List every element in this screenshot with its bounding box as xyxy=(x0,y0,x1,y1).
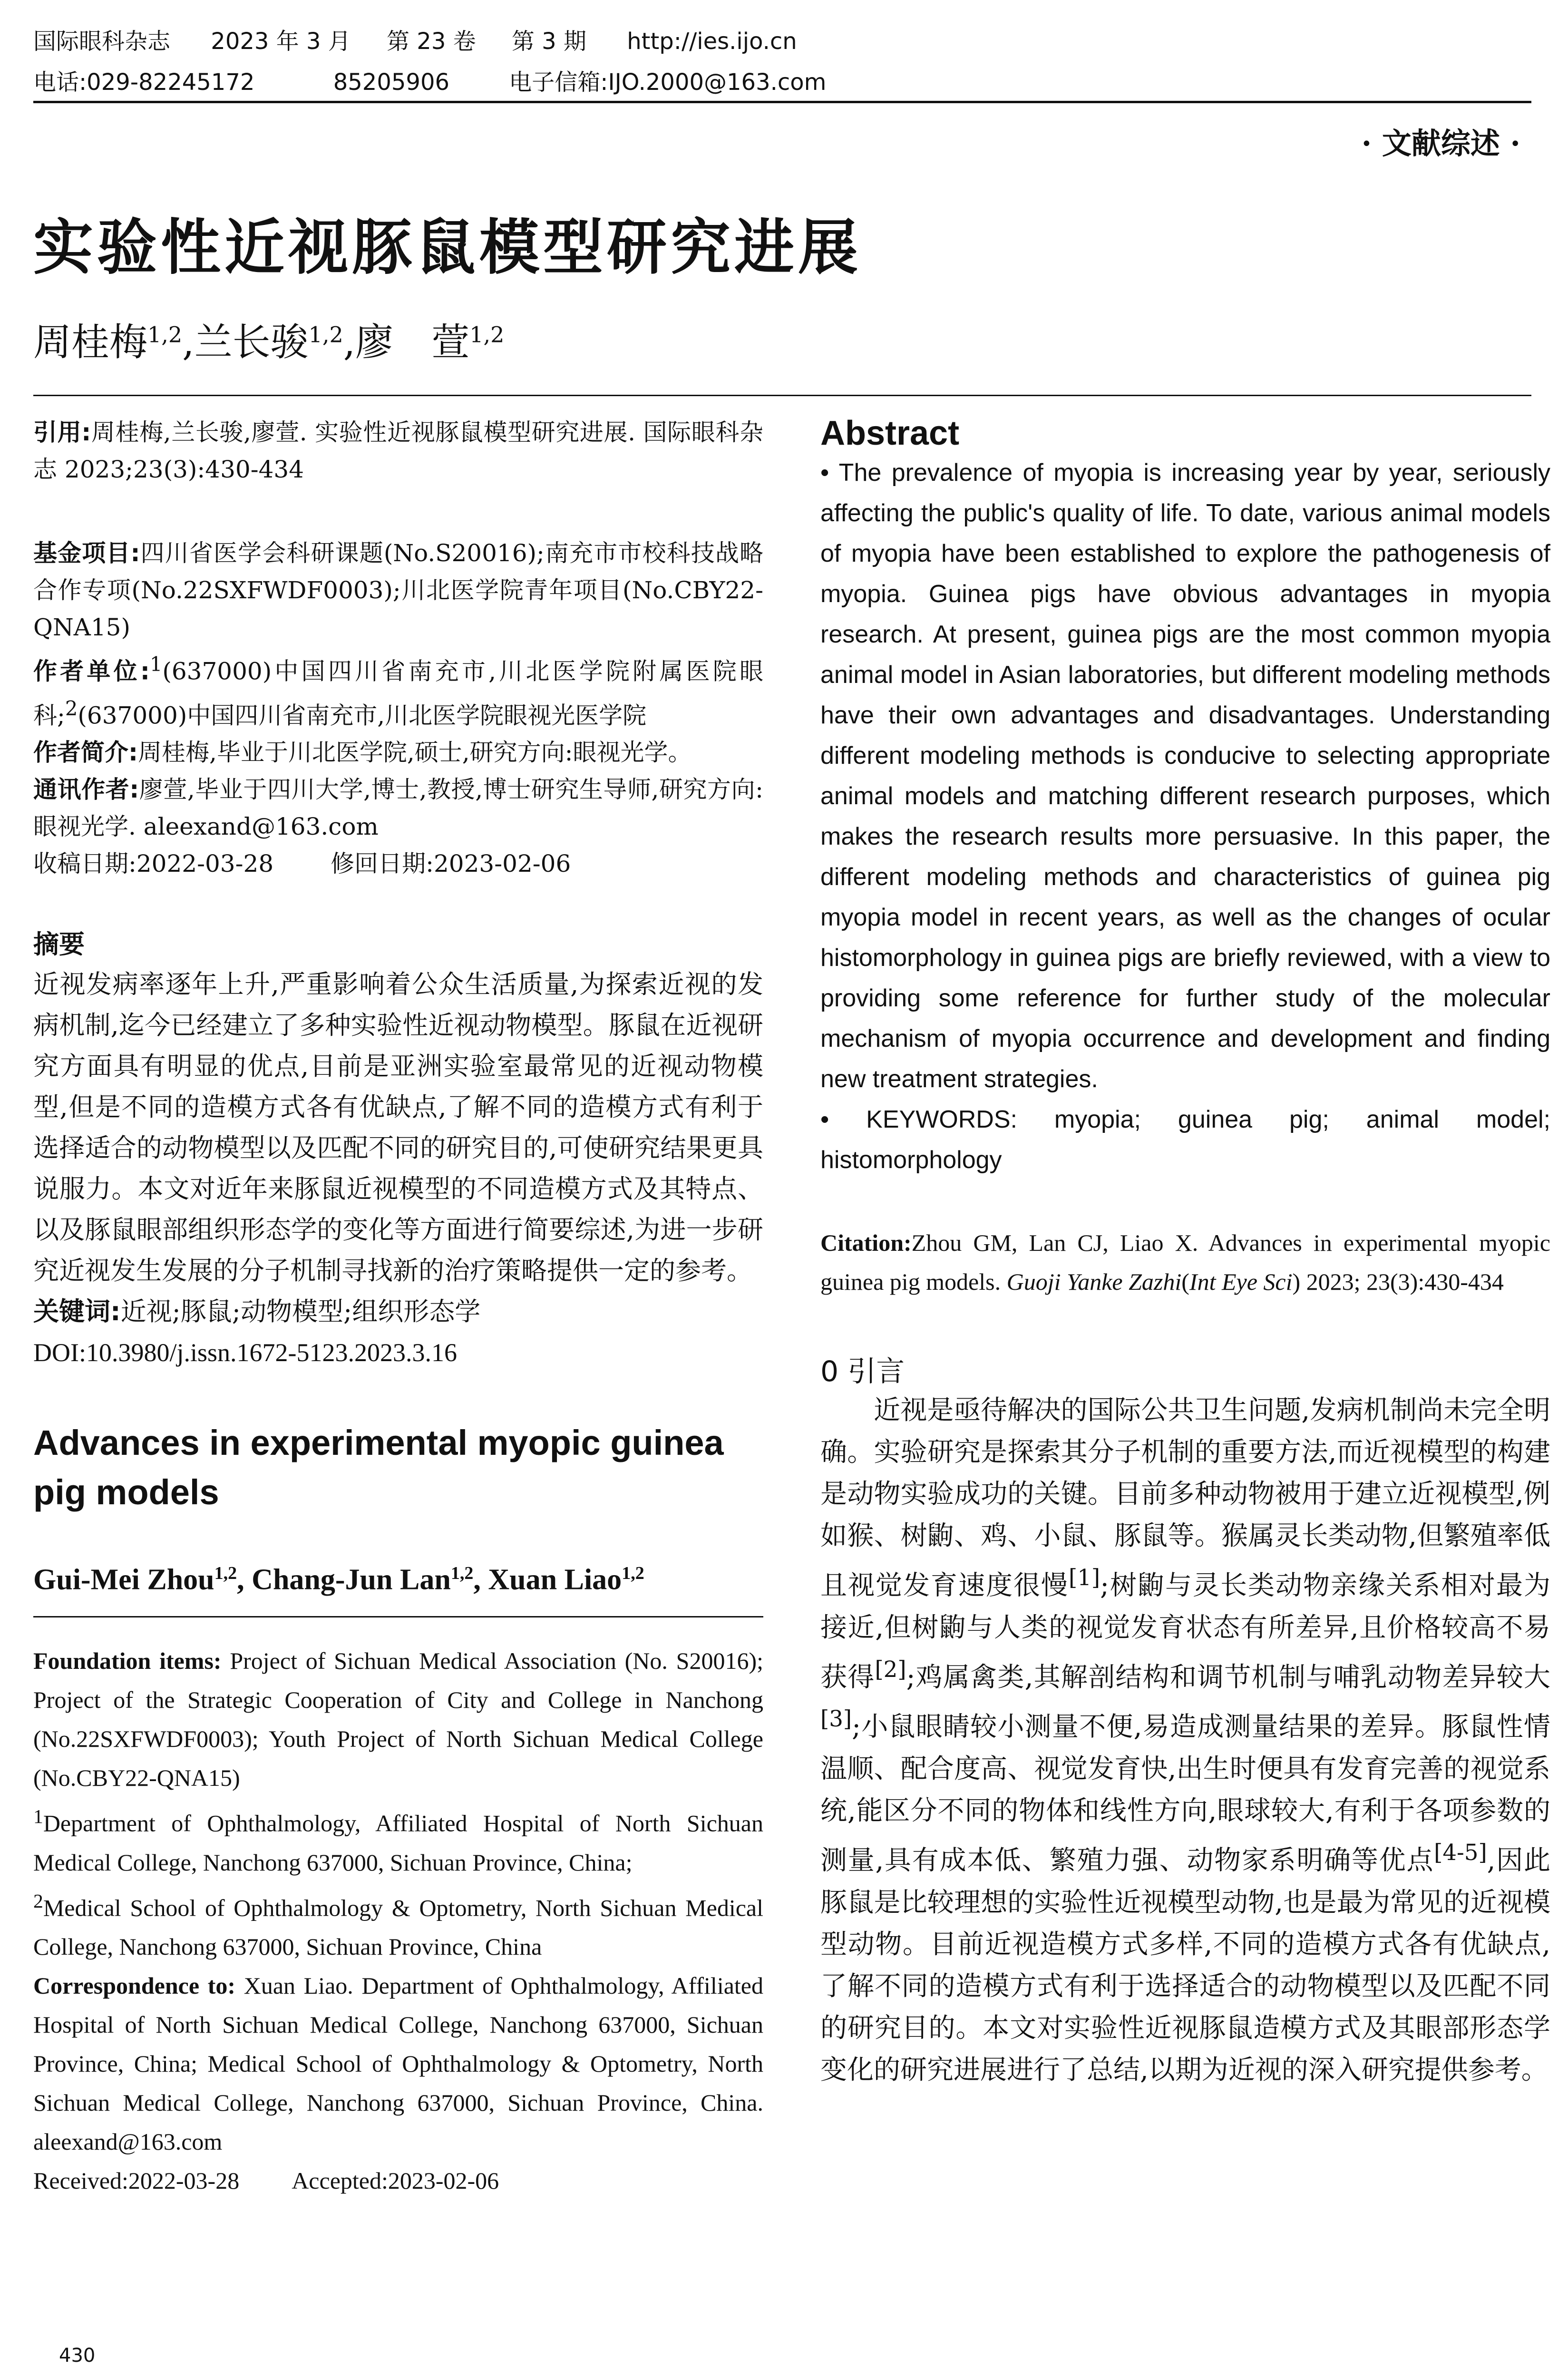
author-bio xyxy=(33,734,763,771)
dates-en xyxy=(33,2161,763,2200)
running-header xyxy=(33,23,797,56)
fund-info xyxy=(33,535,763,646)
journal-abbrev-italic: Int Eye Sci xyxy=(1189,1268,1293,1295)
header-rule xyxy=(33,101,1531,103)
intro-text: 近视是亟待解决的国际公共卫生问题,发病机制尚未完全明确。实验研究是探索其分子机制的重要方法,而近视模型的构建是动物实验成功的关键。目前多种动物被用于建立近视模型,例如猴、树鼩、鸡、小鼠、豚鼠等。猴属灵长类动物,但繁殖率低且视觉发育速度很慢 xyxy=(820,1395,1550,1601)
journal-name: 国际眼科杂志 xyxy=(33,28,171,55)
citation-text-en: Zhou GM, Lan CJ, Liao X. Advances in experimental myopic guinea pig models. xyxy=(820,1229,1550,1295)
affil-text: (637000)中国四川省南充市,川北医学院附属医院眼科; xyxy=(33,657,764,730)
contact-header xyxy=(33,64,826,97)
author-name-en: , Chang-Jun Lan xyxy=(237,1563,451,1596)
citation-en xyxy=(820,1223,1550,1301)
keywords-cn xyxy=(33,1291,763,1332)
fund-text: 四川省医学会科研课题(No.S20016);南充市市校科技战略合作专项(No.22SXFWDF0003);川北医学院青年项目(No.CBY22-QNA15) xyxy=(33,539,763,641)
accepted-date-en: Accepted:2023-02-06 xyxy=(292,2167,499,2194)
intro-text: ;鸡属禽类,其解剖结构和调节机制与哺乳动物差异较大 xyxy=(906,1662,1551,1693)
keywords-en: • KEYWORDS: myopia; guinea pig; animal model; histomorphology xyxy=(820,1106,1550,1174)
issue-date: 2023 年 3 月 xyxy=(211,28,351,55)
citation-label-en: Citation: xyxy=(820,1229,912,1256)
keywords-label: 关键词: xyxy=(33,1296,121,1327)
bio-text: 周桂梅,毕业于川北医学院,硕士,研究方向:眼视光学。 xyxy=(138,739,692,767)
corr-text: 廖萱,毕业于四川大学,博士,教授,博士研究生导师,研究方向:眼视光学. aleexand@163.com xyxy=(33,776,764,841)
affiliation-en-2 xyxy=(33,1882,763,1967)
keywords-text: 近视;豚鼠;动物模型;组织形态学 xyxy=(120,1296,481,1327)
affil-sup: 2 xyxy=(33,1890,43,1912)
fund-text-en: Project of Sichuan Medical Association (No. S20016); Project of the Strategic Cooperation of City and College in Nanchong (No.22SXFWDF0003); Youth Project of North Sichuan Medical College (No.CBY22-QNA15) xyxy=(33,1647,763,1791)
author-affil-sup: 1,2 xyxy=(469,321,505,348)
author-name-en: , Xuan Liao xyxy=(473,1563,622,1596)
abstract-en-head: Abstract xyxy=(820,414,960,452)
author-name: 周桂梅 xyxy=(33,320,147,364)
english-title: Advances in experimental myopic guinea pig models xyxy=(33,1423,724,1512)
affil-text-en: Medical School of Ophthalmology & Optometry, North Sichuan Medical College, Nanchong 637000, Sichuan Province, China xyxy=(33,1894,763,1960)
volume: 第 23 卷 xyxy=(387,28,476,55)
intro-text: ;树鼩与灵长类动物亲缘关系相对最为接近,但树鼩与人类的视觉发育状态有所差异,且价格较高不易获得 xyxy=(820,1570,1550,1693)
issue-number: 第 3 期 xyxy=(511,28,586,55)
email[interactable]: 电子信箱:IJO.2000@163.com xyxy=(509,69,827,96)
citation-label: 引用: xyxy=(33,419,91,446)
reference-link[interactable]: [1] xyxy=(1069,1565,1101,1591)
corr-text-en: Xuan Liao. Department of Ophthalmology, Affiliated Hospital of North Sichuan Medical College, Nanchong 637000, Sichuan Province, China; Medical School of Ophthalmology & Optometry, North Sichuan Medical College, Nanchong 637000, Sichuan Province, China. aleexand@163.com xyxy=(33,1972,763,2155)
author-affil-sup: 1,2 xyxy=(308,321,343,348)
received-date: 收稿日期:2022-03-28 xyxy=(33,850,274,878)
affil-sup: 1 xyxy=(149,653,163,676)
authors-cn xyxy=(33,312,504,366)
intro-paragraph xyxy=(820,1390,1550,2091)
citation-cn xyxy=(33,414,763,488)
reference-link[interactable]: [2] xyxy=(875,1656,906,1683)
doi[interactable]: DOI:10.3980/j.issn.1672-5123.2023.3.16 xyxy=(33,1338,457,1367)
author-affil-sup: 1,2 xyxy=(147,321,183,348)
revised-date: 修回日期:2023-02-06 xyxy=(331,850,571,878)
affiliation-en-1 xyxy=(33,1797,763,1882)
affil-text: (637000)中国四川省南充市,川北医学院眼视光医学院 xyxy=(78,701,647,730)
dates-cn xyxy=(33,845,763,882)
citation-text-en-2: ) 2023; 23(3):430-434 xyxy=(1292,1268,1504,1295)
article-title: 实验性近视豚鼠模型研究进展 xyxy=(33,213,862,283)
authors-en-rule xyxy=(33,1616,763,1617)
author-affil-sup: 1,2 xyxy=(622,1563,644,1584)
fund-info-en xyxy=(33,1641,763,1797)
author-name-en: Gui-Mei Zhou xyxy=(33,1563,214,1596)
left-column xyxy=(33,414,763,2200)
author-affil-sup: 1,2 xyxy=(214,1563,237,1584)
author-name: ,兰长骏 xyxy=(182,320,309,364)
affil-sup: 1 xyxy=(33,1805,43,1828)
fund-label-en: Foundation items: xyxy=(33,1647,222,1674)
affil-sup: 2 xyxy=(65,696,78,720)
journal-url[interactable]: http://ies.ijo.cn xyxy=(627,28,797,55)
correspondence-en xyxy=(33,1966,763,2161)
journal-italic: Guoji Yanke Zazhi xyxy=(1006,1268,1182,1295)
citation-text: 周桂梅,兰长骏,廖萱. 实验性近视豚鼠模型研究进展. 国际眼科杂志 2023;23(3):430-434 xyxy=(33,419,763,483)
reference-link[interactable]: [4-5] xyxy=(1434,1840,1487,1866)
fund-label: 基金项目: xyxy=(33,539,140,567)
corr-label: 通讯作者: xyxy=(33,776,139,804)
intro-text: ;小鼠眼睛较小测量不便,易造成测量结果的差异。豚鼠性情温顺、配合度高、视觉发育快,出生时便具有发育完善的视觉系统,能区分不同的物体和线性方向,眼球较大,有利于各项参数的测量,具有成本低、繁殖力强、动物家系明确等优点 xyxy=(820,1711,1550,1876)
author-name: ,廖 萱 xyxy=(343,320,470,364)
received-date-en: Received:2022-03-28 xyxy=(33,2167,240,2194)
affil-text-en: Department of Ophthalmology, Affiliated Hospital of North Sichuan Medical College, Nanchong 637000, Sichuan Province, China; xyxy=(33,1810,763,1876)
bio-label: 作者简介: xyxy=(33,739,138,767)
author-affil-sup: 1,2 xyxy=(450,1563,474,1584)
authors-rule xyxy=(33,395,1531,396)
abstract-en-text: • The prevalence of myopia is increasing year by year, seriously affecting the public's quality of life. To date, various animal models of myopia have been established to explore the pathogenesis of myopia. Guinea pigs have obvious advantages in myopia research. At present, guinea pigs are the most common myopia animal model in Asian laboratories, but different modeling methods have their own advantages and disadvantages. Understanding different modeling methods is conducive to selecting appropriate animal models and matching different research purposes, which makes the research results more persuasive. In this paper, the different modeling methods and characteristics of guinea pig myopia model in recent years, as well as the changes of ocular histomorphology in guinea pigs are briefly reviewed, with a view to providing some reference for further study of the molecular mechanism of myopia occurrence and development and finding new treatment strategies. xyxy=(820,459,1550,1093)
abstract-cn-text: 近视发病率逐年上升,严重影响着公众生活质量,为探索近视的发病机制,迄今已经建立了多种实验性近视动物模型。豚鼠在近视研究方面具有明显的优点,目前是亚洲实验室最常见的近视动物模型,但是不同的造模方式各有优缺点,了解不同的造模方式有利于选择适合的动物模型以及匹配不同的研究目的,可使研究结果更具说服力。本文对近年来豚鼠近视模型的不同造模方式及其特点、以及豚鼠眼部组织形态学的变化等方面进行简要综述,为进一步研究近视发生发展的分子机制寻找新的治疗策略提供一定的参考。 xyxy=(33,969,763,1286)
reference-link[interactable]: [3] xyxy=(820,1706,852,1733)
abstract-cn-head: 摘要 xyxy=(33,929,85,960)
section-heading-intro: 0 引言 xyxy=(820,1355,905,1388)
phone-2: 85205906 xyxy=(333,69,450,96)
intro-text: ,因此豚鼠是比较理想的实验性近视模型动物,也是最为常见的近视模型动物。目前近视造模方式多样,不同的造模方式各有优缺点,了解不同的造模方式有利于选择适合的动物模型以及匹配不同的研究目的。本文对实验性近视豚鼠造模方式及其眼部形态学变化的研究进展进行了总结,以期为近视的深入研究提供参考。 xyxy=(820,1845,1550,2085)
corr-label-en: Correspondence to: xyxy=(33,1972,236,1999)
citation-paren: ( xyxy=(1181,1268,1189,1295)
affiliation-cn xyxy=(33,646,763,734)
corresponding-author xyxy=(33,771,763,845)
phone: 电话:029-82245172 xyxy=(33,69,255,96)
page-number: 430 xyxy=(59,2345,96,2367)
right-column xyxy=(820,414,1550,2091)
column-label: · 文献综述 · xyxy=(1361,126,1520,161)
authors-en xyxy=(33,1563,763,1597)
affil-label: 作者单位: xyxy=(33,657,150,685)
